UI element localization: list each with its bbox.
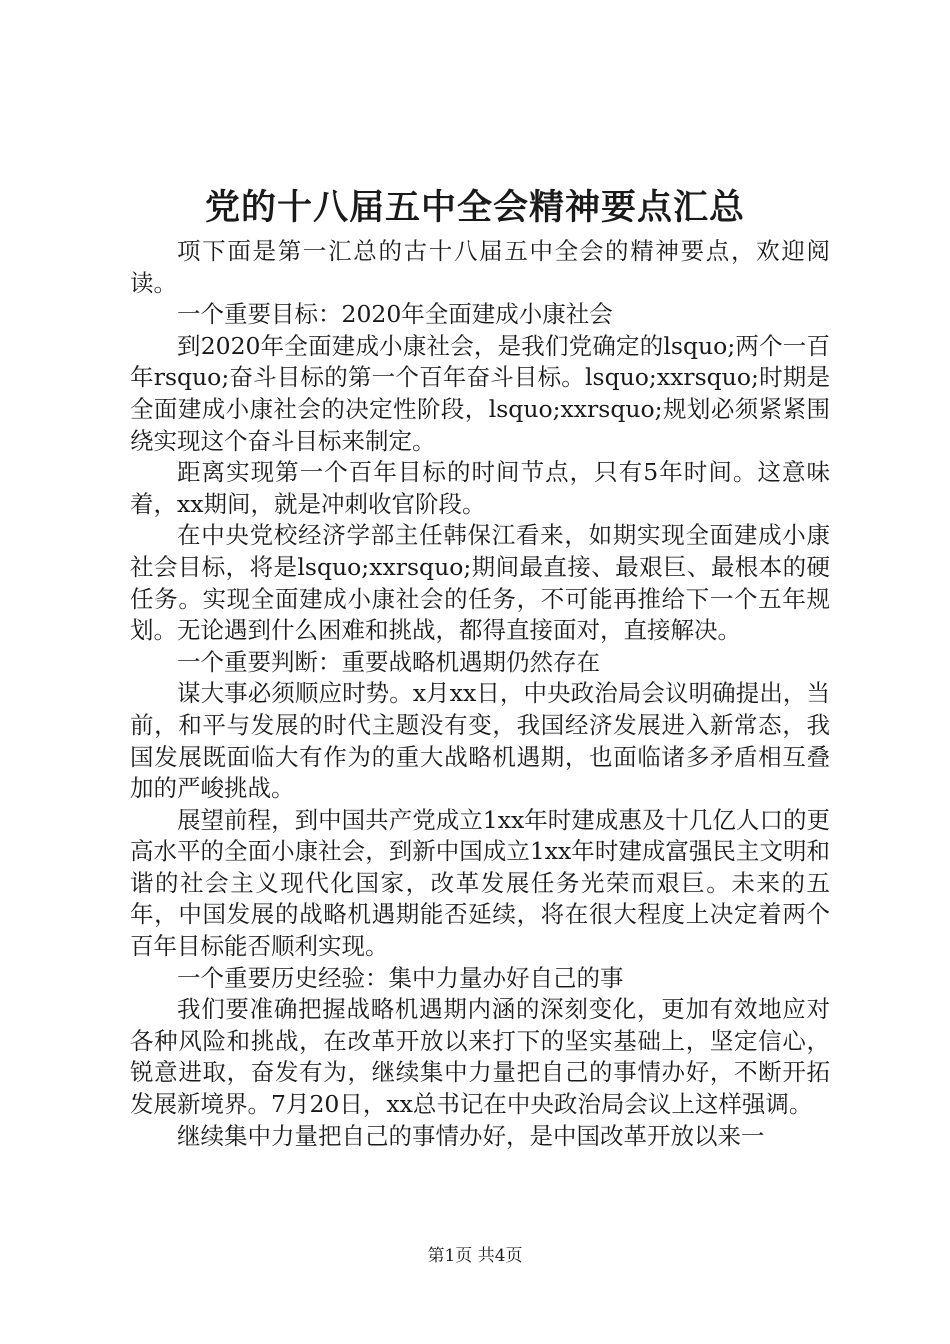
paragraph: 谋大事必须顺应时势。x月xx日，中央政治局会议明确提出，当前，和平与发展的时代主题没有变，我国经济发展进入新常态，我国发展既面临大有作为的重大战略机遇期，也面临诸多矛盾相互叠加的严峻挑战。 bbox=[130, 679, 830, 803]
document-title: 党的十八届五中全会精神要点汇总 bbox=[204, 187, 745, 228]
paragraph: 到2020年全面建成小康社会，是我们党确定的lsquo;两个一百年rsquo;奋斗目标的第一个百年奋斗目标。lsquo;xxrsquo;时期是全面建成小康社会的决定性阶段，lsquo;xxrsquo;规划必须紧紧围绕实现这个奋斗目标来制定。 bbox=[130, 331, 830, 455]
section-heading-experience: 一个重要历史经验：集中力量办好自己的事 bbox=[177, 963, 624, 992]
paragraph-intro: 项下面是第一汇总的古十八届五中全会的精神要点，欢迎阅读。 bbox=[130, 237, 830, 297]
document-body bbox=[130, 236, 830, 1152]
section-heading-judgment: 一个重要判断：重要战略机遇期仍然存在 bbox=[177, 647, 600, 676]
page-footer: 第1页 共4页 bbox=[427, 1246, 523, 1266]
section-heading-goal: 一个重要目标：2020年全面建成小康社会 bbox=[177, 300, 613, 329]
paragraph: 我们要准确把握战略机遇期内涵的深刻变化，更加有效地应对各种风险和挑战，在改革开放以来打下的坚实基础上，坚定信心，锐意进取，奋发有为，继续集中力量把自己的事情办好，不断开拓发展新境界。7月20日，xx总书记在中央政治局会议上这样强调。 bbox=[130, 995, 830, 1119]
paragraph: 在中央党校经济学部主任韩保江看来，如期实现全面建成小康社会目标，将是lsquo;xxrsquo;期间最直接、最艰巨、最根本的硬任务。实现全面建成小康社会的任务，不可能再推给下一个五年规划。无论遇到什么困难和挑战，都得直接面对，直接解决。 bbox=[130, 521, 830, 645]
paragraph: 距离实现第一个百年目标的时间节点，只有5年时间。这意味着，xx期间，就是冲刺收官阶段。 bbox=[130, 458, 830, 518]
paragraph: 继续集中力量把自己的事情办好，是中国改革开放以来一 bbox=[177, 1121, 765, 1150]
paragraph: 展望前程，到中国共产党成立1xx年时建成惠及十几亿人口的更高水平的全面小康社会，到新中国成立1xx年时建成富强民主文明和谐的社会主义现代化国家，改革发展任务光荣而艰巨。未来的五年，中国发展的战略机遇期能否延续，将在很大程度上决定着两个百年目标能否顺利实现。 bbox=[130, 805, 830, 961]
